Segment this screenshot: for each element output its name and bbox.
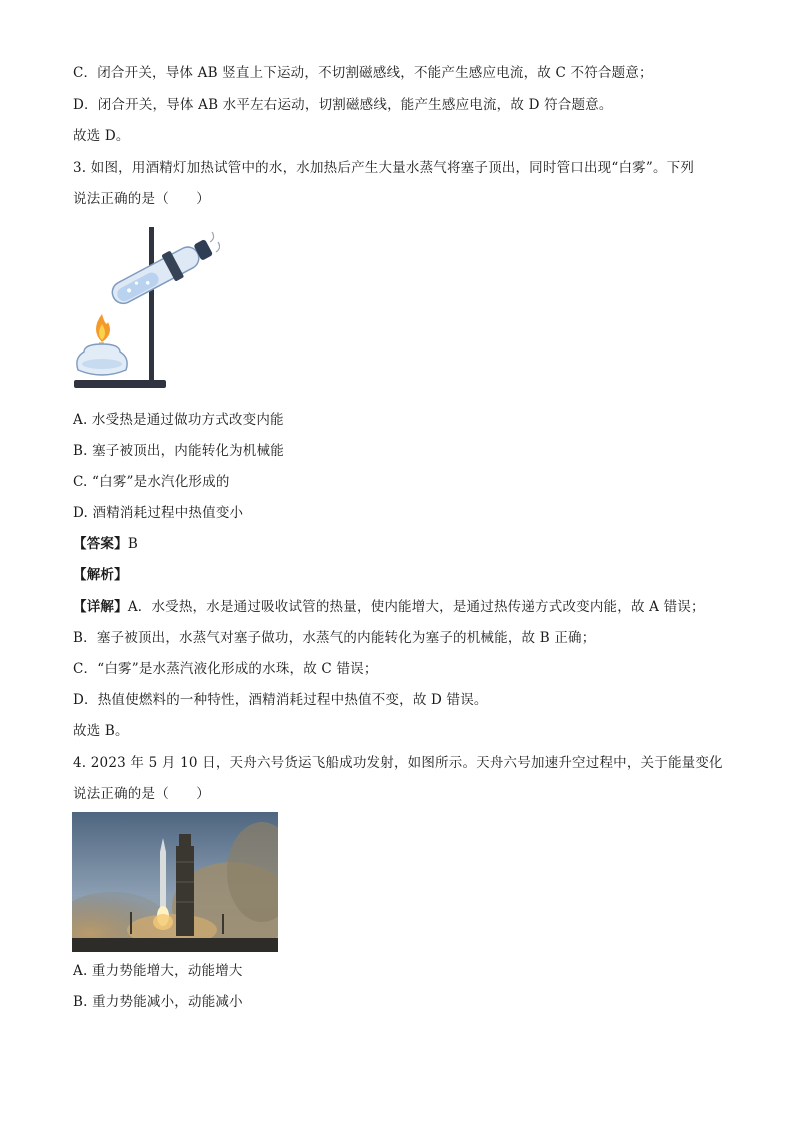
option-b: B. 塞子被顶出，内能转化为机械能 xyxy=(73,443,284,459)
choose-b: 故选 B。 xyxy=(73,723,129,739)
detail-b: B．塞子被顶出，水蒸气对塞子做功，水蒸气的内能转化为塞子的机械能，故 B 正确； xyxy=(73,630,596,646)
detail-a xyxy=(73,597,705,617)
question-3-stem: 3. 如图，用酒精灯加热试管中的水，水加热后产生大量水蒸气将塞子顶出，同时管口出现“白雾”。下列 xyxy=(73,160,695,176)
answer-value: B xyxy=(127,536,138,552)
detail-label: 【详解】 xyxy=(73,599,128,615)
option-a: A. 水受热是通过做功方式改变内能 xyxy=(73,412,284,428)
question-3-stem-cont: 说法正确的是（ ） xyxy=(73,191,210,207)
detail-a-text: A．水受热，水是通过吸收试管的热量，使内能增大，是通过热传递方式改变内能，故 A 错误； xyxy=(127,599,705,615)
option-d: D. 酒精消耗过程中热值变小 xyxy=(73,505,244,521)
text-line: D．闭合开关，导体 AB 水平左右运动，切割磁感线，能产生感应电流，故 D 符合题意。 xyxy=(73,97,613,113)
analysis-label: 【解析】 xyxy=(73,567,128,583)
option-c: C. “白雾”是水汽化形成的 xyxy=(73,474,230,490)
q4-option-a: A. 重力势能增大，动能增大 xyxy=(73,963,243,979)
q4-option-b: B. 重力势能减小，动能减小 xyxy=(73,994,243,1010)
detail-d: D．热值使燃料的一种特性，酒精消耗过程中热值不变，故 D 错误。 xyxy=(73,692,488,708)
detail-c: C．“白雾”是水蒸汽液化形成的水珠，故 C 错误； xyxy=(73,661,378,677)
answer-label: 【答案】 xyxy=(73,536,128,552)
answer-line xyxy=(73,534,138,554)
question-4-stem: 4. 2023 年 5 月 10 日，天舟六号货运飞船成功发射，如图所示。天舟六号加速升空过程中，关于能量变化 xyxy=(73,755,723,771)
question-4-stem-cont: 说法正确的是（ ） xyxy=(73,786,210,802)
test-tube-apparatus-figure xyxy=(70,224,220,394)
text-line: C．闭合开关，导体 AB 竖直上下运动，不切割磁感线，不能产生感应电流，故 C 不符合题意； xyxy=(73,65,653,81)
rocket-launch-photo xyxy=(72,812,278,952)
text-line: 故选 D。 xyxy=(73,128,130,144)
